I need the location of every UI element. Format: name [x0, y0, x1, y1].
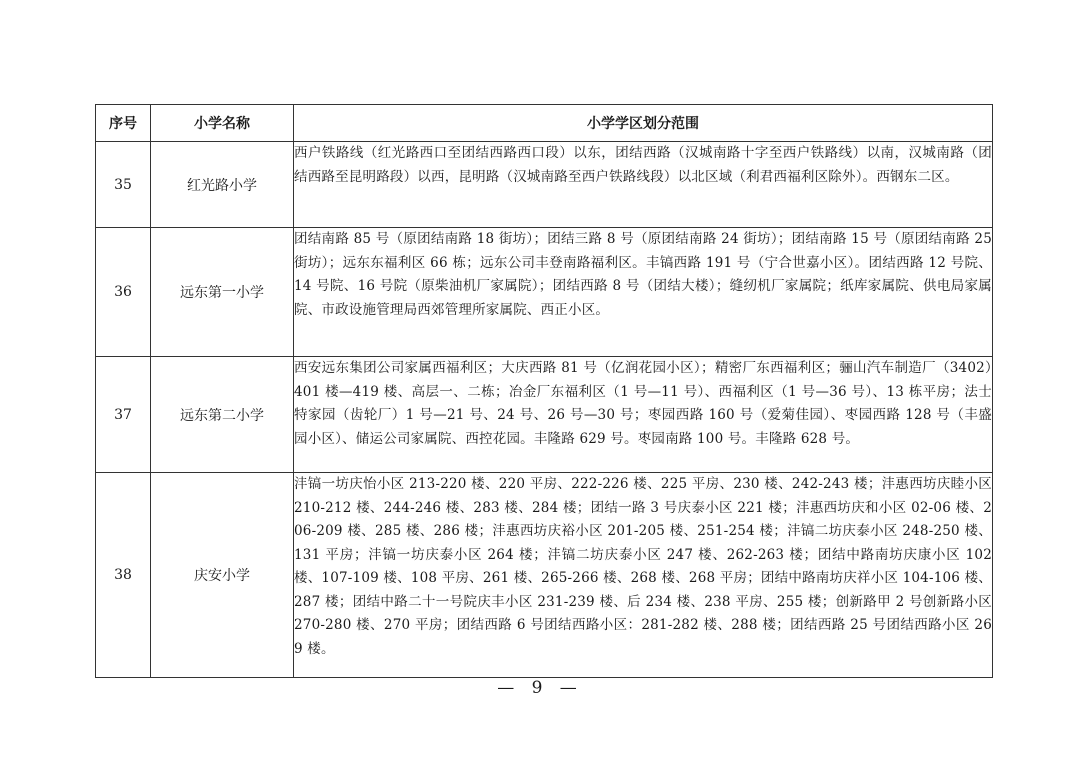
table-row	[96, 142, 993, 228]
district-range: 西安远东集团公司家属西福利区；大庆西路 81 号（亿润花园小区）；精密厂东西福利区；骊山汽车制造厂（3402）401 楼—419 楼、高层一、二栋；冶金厂东福利区（1 号—11 号）、西福利区（1 号—36 号）、13 栋平房；法士特家园（齿轮厂）1 号—21 号、24 号、26 号—30 号；枣园西路 160 号（爱菊佳园）、枣园西路 128 号（丰盛园小区）、储运公司家属院、西控花园。丰隆路 629 号。枣园南路 100 号。丰隆路 628 号。	[294, 357, 993, 473]
row-number: 37	[96, 357, 151, 473]
header-number: 序号	[96, 105, 151, 142]
school-name: 远东第二小学	[151, 357, 294, 473]
table-row	[96, 228, 993, 357]
district-range: 西户铁路线（红光路西口至团结西路西口段）以东，团结西路（汉城南路十字至西户铁路线）以南，汉城南路（团结西路至昆明路段）以西，昆明路（汉城南路至西户铁路线段）以北区域（利君西福利区除外）。西钢东二区。	[294, 142, 993, 228]
header-school-name: 小学名称	[151, 105, 294, 142]
table-row	[96, 357, 993, 473]
header-district-range: 小学学区划分范围	[294, 105, 993, 142]
school-name: 远东第一小学	[151, 228, 294, 357]
row-number: 38	[96, 473, 151, 678]
table-header-row	[96, 105, 993, 142]
district-range: 沣镐一坊庆怡小区 213-220 楼、220 平房、222-226 楼、225 平房、230 楼、242-243 楼；沣惠西坊庆睦小区 210-212 楼、244-246 楼、283 楼、284 楼；团结一路 3 号庆泰小区 221 楼；沣惠西坊庆和小区 02-06 楼、206-209 楼、285 楼、286 楼；沣惠西坊庆裕小区 201-205 楼、251-254 楼；沣镐二坊庆泰小区 248-250 楼、131 平房；沣镐一坊庆泰小区 264 楼；沣镐二坊庆泰小区 247 楼、262-263 楼；团结中路南坊庆康小区 102 楼、107-109 楼、108 平房、261 楼、265-266 楼、268 楼、268 平房；团结中路南坊庆祥小区 104-106 楼、287 楼；团结中路二十一号院庆丰小区 231-239 楼、后 234 楼、238 平房、255 楼；创新路甲 2 号创新路小区 270-280 楼、270 平房；团结西路 6 号团结西路小区：281-282 楼、288 楼；团结西路 25 号团结西路小区 269 楼。	[294, 473, 993, 678]
district-range: 团结南路 85 号（原团结南路 18 街坊）；团结三路 8 号（原团结南路 24 街坊）；团结南路 15 号（原团结南路 25 街坊）；远东东福利区 66 栋；远东公司丰登南路福利区。丰镐西路 191 号（宁合世嘉小区）。团结西路 12 号院、14 号院、16 号院（原柴油机厂家属院）；团结西路 8 号（团结大楼）；缝纫机厂家属院；纸库家属院、供电局家属院、市政设施管理局西郊管理所家属院、西正小区。	[294, 228, 993, 357]
school-district-table	[95, 104, 993, 678]
table-row	[96, 473, 993, 678]
school-name: 红光路小学	[151, 142, 294, 228]
row-number: 36	[96, 228, 151, 357]
row-number: 35	[96, 142, 151, 228]
school-name: 庆安小学	[151, 473, 294, 678]
page-number: — 9 —	[497, 678, 583, 698]
